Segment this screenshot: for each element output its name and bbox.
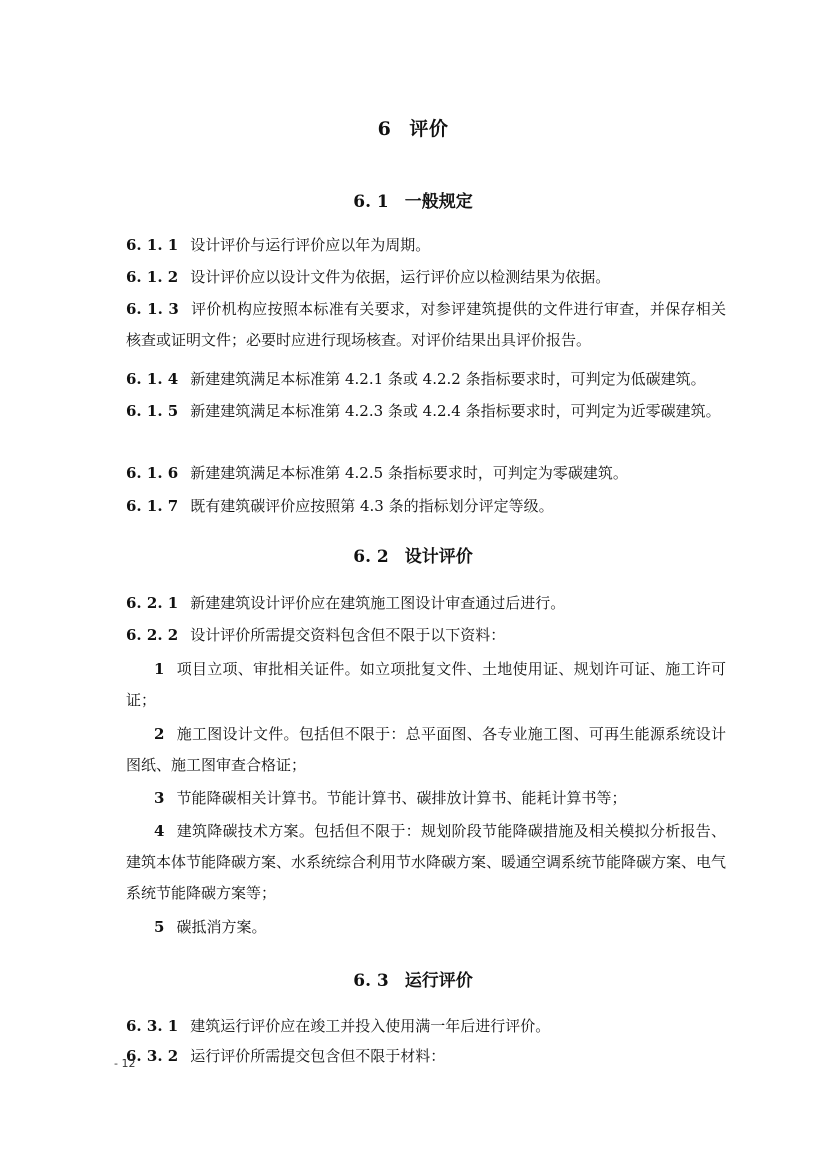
section-title bbox=[0, 542, 826, 567]
item-number: 5 bbox=[154, 918, 165, 936]
chapter-title bbox=[0, 114, 826, 141]
list-item bbox=[126, 719, 726, 781]
list-item bbox=[126, 912, 726, 943]
clause-6-1-1 bbox=[126, 230, 726, 261]
clause-number: 6. 1. 6 bbox=[126, 464, 179, 482]
clause-6-1-7 bbox=[126, 491, 726, 522]
item-text: 节能降碳相关计算书。节能计算书、碳排放计算书、能耗计算书等； bbox=[176, 789, 627, 807]
clause-6-2-1 bbox=[126, 588, 726, 619]
section-number: 6. 1 bbox=[353, 192, 389, 212]
item-number: 4 bbox=[154, 822, 165, 840]
clause-number: 6. 2. 2 bbox=[126, 626, 179, 644]
section-title-text: 一般规定 bbox=[404, 192, 473, 212]
chapter-number: 6 bbox=[377, 118, 392, 140]
list-item bbox=[126, 654, 726, 716]
page-number: - 12 bbox=[114, 1057, 136, 1070]
clause-number: 6. 3. 2 bbox=[126, 1047, 179, 1065]
clause-6-1-2 bbox=[126, 262, 726, 293]
clause-6-1-3 bbox=[126, 294, 726, 356]
clause-text: 运行评价所需提交包含但不限于材料： bbox=[190, 1047, 446, 1065]
list-item bbox=[126, 783, 726, 814]
clause-text: 新建建筑满足本标准第 4.2.5 条指标要求时，可判定为零碳建筑。 bbox=[190, 464, 628, 482]
clause-6-1-4 bbox=[126, 364, 726, 395]
item-number: 2 bbox=[154, 725, 165, 743]
clause-text: 新建建筑满足本标准第 4.2.3 条或 4.2.4 条指标要求时，可判定为近零碳建筑。 bbox=[190, 402, 721, 420]
section-number: 6. 2 bbox=[353, 547, 389, 567]
clause-number: 6. 1. 4 bbox=[126, 370, 179, 388]
clause-6-1-5 bbox=[126, 396, 726, 427]
chapter-title-text: 评价 bbox=[409, 118, 449, 140]
clause-number: 6. 1. 2 bbox=[126, 268, 179, 286]
list-item bbox=[126, 816, 726, 909]
section-title bbox=[0, 966, 826, 991]
clause-text: 设计评价所需提交资料包含但不限于以下资料： bbox=[190, 626, 506, 644]
clause-6-3-2 bbox=[126, 1041, 726, 1072]
clause-text: 设计评价与运行评价应以年为周期。 bbox=[190, 236, 431, 254]
clause-6-2-2 bbox=[126, 620, 726, 651]
item-text: 施工图设计文件。包括但不限于：总平面图、各专业施工图、可再生能源系统设计图纸、施工图审查合格证； bbox=[126, 725, 726, 774]
section-number: 6. 3 bbox=[353, 971, 389, 991]
item-number: 1 bbox=[154, 660, 165, 678]
item-text: 建筑降碳技术方案。包括但不限于：规划阶段节能降碳措施及相关模拟分析报告、建筑本体节能降碳方案、水系统综合利用节水降碳方案、暖通空调系统节能降碳方案、电气系统节能降碳方案等； bbox=[126, 822, 727, 902]
clause-text: 新建建筑满足本标准第 4.2.1 条或 4.2.2 条指标要求时，可判定为低碳建筑。 bbox=[190, 370, 706, 388]
clause-number: 6. 1. 5 bbox=[126, 402, 179, 420]
clause-number: 6. 2. 1 bbox=[126, 594, 179, 612]
clause-text: 评价机构应按照本标准有关要求，对参评建筑提供的文件进行审查，并保存相关核查或证明文件；必要时应进行现场核查。对评价结果出具评价报告。 bbox=[126, 300, 726, 349]
section-title-text: 设计评价 bbox=[404, 547, 473, 567]
item-text: 碳抵消方案。 bbox=[176, 918, 267, 936]
item-number: 3 bbox=[154, 789, 165, 807]
clause-text: 设计评价应以设计文件为依据，运行评价应以检测结果为依据。 bbox=[190, 268, 611, 286]
section-title-text: 运行评价 bbox=[404, 971, 473, 991]
item-text: 项目立项、审批相关证件。如立项批复文件、土地使用证、规划许可证、施工许可证； bbox=[126, 660, 726, 709]
clause-6-1-6 bbox=[126, 458, 726, 489]
clause-6-3-1 bbox=[126, 1011, 726, 1042]
clause-number: 6. 1. 3 bbox=[126, 300, 179, 318]
clause-text: 既有建筑碳评价应按照第 4.3 条的指标划分评定等级。 bbox=[190, 497, 554, 515]
section-title bbox=[0, 187, 826, 212]
clause-text: 建筑运行评价应在竣工并投入使用满一年后进行评价。 bbox=[190, 1017, 551, 1035]
clause-number: 6. 1. 7 bbox=[126, 497, 179, 515]
clause-text: 新建建筑设计评价应在建筑施工图设计审查通过后进行。 bbox=[190, 594, 566, 612]
clause-number: 6. 1. 1 bbox=[126, 236, 179, 254]
clause-number: 6. 3. 1 bbox=[126, 1017, 179, 1035]
